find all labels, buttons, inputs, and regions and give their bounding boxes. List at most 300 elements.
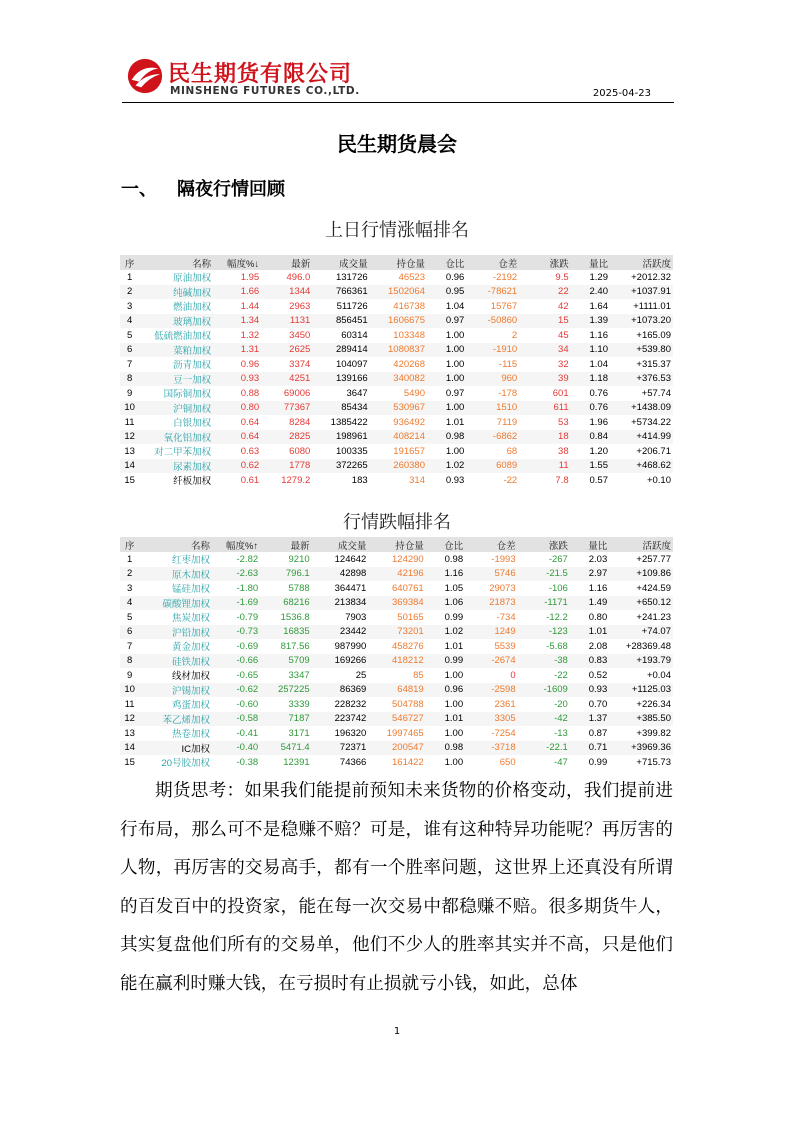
table-row [120, 343, 673, 358]
cell-volume-ratio: 0.57 [571, 473, 610, 488]
column-header-oi-ratio: 仓比 [426, 537, 465, 552]
cell-activity: +109.86 [609, 567, 673, 582]
cell-oi-diff: -22 [466, 473, 519, 488]
column-header-rank: 序 [120, 255, 139, 270]
cell-last-price: 16835 [260, 625, 312, 640]
cell-rank: 13 [120, 726, 139, 741]
cell-open-interest: 260380 [370, 459, 427, 474]
cell-name: 沥青加权 [139, 357, 213, 372]
cell-last-price: 2963 [261, 299, 312, 314]
table-row [120, 712, 673, 727]
cell-volume-ratio: 1.10 [571, 343, 610, 358]
cell-change-pct: 1.32 [213, 328, 261, 343]
cell-oi-diff: 1510 [466, 401, 519, 416]
table-row [120, 741, 673, 756]
cell-oi-diff: -734 [465, 610, 518, 625]
cell-oi-ratio: 1.00 [426, 668, 465, 683]
cell-rank: 12 [120, 430, 139, 445]
cell-volume-ratio: 1.55 [571, 459, 610, 474]
section-title: 隔夜行情回顾 [177, 179, 285, 200]
cell-last-price: 7187 [260, 712, 312, 727]
cell-volume-ratio: 0.84 [571, 430, 610, 445]
table-row [120, 314, 673, 329]
cell-rank: 10 [120, 683, 139, 698]
cell-oi-ratio: 1.01 [427, 415, 466, 430]
cell-open-interest: 42196 [368, 567, 425, 582]
cell-activity: +399.82 [609, 726, 673, 741]
cell-last-price: 496.0 [261, 270, 312, 285]
cell-change-pct: -0.41 [212, 726, 260, 741]
cell-volume-ratio: 1.64 [571, 299, 610, 314]
cell-open-interest: 458276 [368, 639, 425, 654]
cell-rank: 3 [120, 581, 139, 596]
cell-change: -13 [518, 726, 570, 741]
column-header-volume-ratio: 量比 [571, 255, 610, 270]
cell-oi-ratio: 1.02 [427, 459, 466, 474]
cell-activity: +376.53 [610, 372, 673, 387]
cell-change: -267 [518, 552, 570, 567]
company-logo [126, 55, 366, 101]
cell-open-interest: 1997465 [368, 726, 425, 741]
cell-rank: 12 [120, 712, 139, 727]
cell-change: 34 [519, 343, 570, 358]
cell-change: -42 [518, 712, 570, 727]
cell-volume-ratio: 0.52 [570, 668, 609, 683]
cell-change: -22.1 [518, 741, 570, 756]
cell-name: 硅铁加权 [139, 654, 212, 669]
cell-rank: 5 [120, 610, 139, 625]
cell-oi-ratio: 1.00 [427, 328, 466, 343]
cell-oi-diff: -2192 [466, 270, 519, 285]
cell-name: 原木加权 [139, 567, 212, 582]
cell-volume: 213834 [312, 596, 369, 611]
cell-oi-diff: 21873 [465, 596, 518, 611]
cell-oi-diff: -3718 [465, 741, 518, 756]
cell-open-interest: 340082 [370, 372, 427, 387]
cell-name: 原油加权 [139, 270, 213, 285]
cell-volume: 42898 [312, 567, 369, 582]
cell-activity: +165.09 [610, 328, 673, 343]
cell-change-pct: -0.69 [212, 639, 260, 654]
column-header-oi-diff: 仓差 [465, 537, 518, 552]
cell-name: 低硫燃油加权 [139, 328, 213, 343]
cell-oi-ratio: 0.97 [427, 314, 466, 329]
table-row [120, 755, 673, 770]
cell-oi-ratio: 1.02 [426, 625, 465, 640]
cell-volume-ratio: 1.37 [570, 712, 609, 727]
cell-name: 国际铜加权 [139, 386, 213, 401]
table-row [120, 639, 673, 654]
cell-change-pct: 0.64 [213, 430, 261, 445]
cell-volume-ratio: 0.93 [570, 683, 609, 698]
cell-volume-ratio: 0.71 [570, 741, 609, 756]
cell-oi-diff: -78621 [466, 285, 519, 300]
cell-activity: +0.10 [610, 473, 673, 488]
cell-volume-ratio: 1.29 [571, 270, 610, 285]
cell-last-price: 9210 [260, 552, 312, 567]
cell-volume-ratio: 2.03 [570, 552, 609, 567]
column-header-volume: 成交量 [312, 255, 369, 270]
table-row [120, 567, 673, 582]
cell-last-price: 68216 [260, 596, 312, 611]
cell-name: 菜粕加权 [139, 343, 213, 358]
cell-rank: 1 [120, 552, 139, 567]
cell-oi-ratio: 0.96 [427, 270, 466, 285]
cell-oi-ratio: 0.99 [426, 610, 465, 625]
cell-oi-ratio: 1.04 [427, 299, 466, 314]
cell-name: 碳酸锂加权 [139, 596, 212, 611]
column-header-open-interest: 持仓量 [370, 255, 427, 270]
cell-change-pct: -0.66 [212, 654, 260, 669]
column-header-oi-diff: 仓差 [466, 255, 519, 270]
cell-open-interest: 1080837 [370, 343, 427, 358]
cell-last-price: 1344 [261, 285, 312, 300]
cell-oi-ratio: 1.06 [426, 596, 465, 611]
cell-activity: +3969.36 [609, 741, 673, 756]
cell-change: 18 [519, 430, 570, 445]
cell-volume: 183 [312, 473, 369, 488]
cell-last-price: 1279.2 [261, 473, 312, 488]
logo-company-name-cn: 民生期货有限公司 [168, 62, 353, 87]
cell-change-pct: -2.63 [212, 567, 260, 582]
cell-rank: 9 [120, 386, 139, 401]
table-row [120, 357, 673, 372]
cell-activity: +1125.03 [609, 683, 673, 698]
cell-rank: 11 [120, 697, 139, 712]
cell-rank: 3 [120, 299, 139, 314]
column-header-rank: 序 [120, 537, 139, 552]
cell-oi-diff: 2 [466, 328, 519, 343]
cell-volume-ratio: 1.16 [570, 581, 609, 596]
cell-oi-diff: 15767 [466, 299, 519, 314]
cell-volume: 198961 [312, 430, 369, 445]
cell-oi-ratio: 0.98 [426, 552, 465, 567]
cell-change: -22 [518, 668, 570, 683]
cell-last-price: 796.1 [260, 567, 312, 582]
cell-volume-ratio: 0.76 [571, 386, 610, 401]
cell-volume: 766361 [312, 285, 369, 300]
cell-last-price: 2825 [261, 430, 312, 445]
cell-oi-diff: -178 [466, 386, 519, 401]
cell-oi-ratio: 0.96 [426, 683, 465, 698]
cell-oi-ratio: 1.00 [426, 697, 465, 712]
cell-rank: 13 [120, 444, 139, 459]
cell-volume-ratio: 0.76 [571, 401, 610, 416]
section-number: 一、 [121, 179, 157, 200]
cell-oi-ratio: 0.97 [427, 386, 466, 401]
cell-change-pct: 1.95 [213, 270, 261, 285]
cell-open-interest: 64819 [368, 683, 425, 698]
column-header-change-pct: 幅度%↑ [212, 537, 260, 552]
cell-rank: 6 [120, 625, 139, 640]
cell-volume-ratio: 0.70 [570, 697, 609, 712]
cell-change-pct: 0.62 [213, 459, 261, 474]
cell-last-price: 69006 [261, 386, 312, 401]
cell-change: 53 [519, 415, 570, 430]
column-header-activity: 活跃度 [610, 255, 673, 270]
table-row [120, 581, 673, 596]
table-header-row [120, 255, 673, 270]
cell-volume-ratio: 1.01 [570, 625, 609, 640]
cell-open-interest: 191657 [370, 444, 427, 459]
cell-open-interest: 46523 [370, 270, 427, 285]
cell-volume: 74366 [312, 755, 369, 770]
cell-activity: +206.71 [610, 444, 673, 459]
cell-last-price: 5788 [260, 581, 312, 596]
table-row [120, 610, 673, 625]
cell-change-pct: -0.65 [212, 668, 260, 683]
cell-activity: +715.73 [609, 755, 673, 770]
cell-volume-ratio: 1.39 [571, 314, 610, 329]
cell-oi-diff: 5746 [465, 567, 518, 582]
cell-volume: 25 [312, 668, 369, 683]
cell-change-pct: -0.73 [212, 625, 260, 640]
table-row [120, 473, 673, 488]
column-header-change: 涨跌 [518, 537, 570, 552]
cell-rank: 11 [120, 415, 139, 430]
loss-ranking-table [120, 537, 673, 770]
cell-change: 7.8 [519, 473, 570, 488]
cell-name: 玻璃加权 [139, 314, 213, 329]
cell-oi-diff: 7119 [466, 415, 519, 430]
table-row [120, 697, 673, 712]
cell-last-price: 3374 [261, 357, 312, 372]
cell-volume: 3647 [312, 386, 369, 401]
cell-oi-ratio: 1.00 [427, 372, 466, 387]
cell-oi-ratio: 1.00 [426, 755, 465, 770]
table-row [120, 459, 673, 474]
cell-name: 燃油加权 [139, 299, 213, 314]
cell-open-interest: 640761 [368, 581, 425, 596]
cell-change-pct: -0.62 [212, 683, 260, 698]
cell-volume-ratio: 0.83 [570, 654, 609, 669]
cell-change-pct: 0.64 [213, 415, 261, 430]
header-date: 2025-04-23 [592, 88, 651, 99]
cell-rank: 6 [120, 343, 139, 358]
cell-open-interest: 85 [368, 668, 425, 683]
cell-volume-ratio: 2.08 [570, 639, 609, 654]
cell-activity: +1438.09 [610, 401, 673, 416]
cell-oi-ratio: 1.00 [427, 357, 466, 372]
cell-open-interest: 161422 [368, 755, 425, 770]
cell-name: 沪锡加权 [139, 683, 212, 698]
table-row [120, 596, 673, 611]
cell-rank: 15 [120, 755, 139, 770]
cell-oi-ratio: 0.93 [427, 473, 466, 488]
cell-volume-ratio: 1.16 [571, 328, 610, 343]
cell-change-pct: 0.63 [213, 444, 261, 459]
cell-activity: +241.23 [609, 610, 673, 625]
cell-volume: 104097 [312, 357, 369, 372]
cell-name: 纤板加权 [139, 473, 213, 488]
cell-open-interest: 73201 [368, 625, 425, 640]
cell-rank: 8 [120, 654, 139, 669]
cell-open-interest: 546727 [368, 712, 425, 727]
cell-volume: 223742 [312, 712, 369, 727]
column-header-open-interest: 持仓量 [368, 537, 425, 552]
cell-open-interest: 200547 [368, 741, 425, 756]
cell-rank: 10 [120, 401, 139, 416]
cell-oi-diff: -50860 [466, 314, 519, 329]
cell-last-price: 817.56 [260, 639, 312, 654]
cell-oi-ratio: 1.00 [427, 401, 466, 416]
column-header-change: 涨跌 [519, 255, 570, 270]
cell-rank: 7 [120, 357, 139, 372]
cell-activity: +193.79 [609, 654, 673, 669]
cell-last-price: 8284 [261, 415, 312, 430]
cell-change-pct: 0.88 [213, 386, 261, 401]
cell-volume: 85434 [312, 401, 369, 416]
column-header-volume: 成交量 [312, 537, 369, 552]
cell-change-pct: -2.82 [212, 552, 260, 567]
table-row [120, 372, 673, 387]
column-header-volume-ratio: 量比 [570, 537, 609, 552]
cell-change: -12.2 [518, 610, 570, 625]
cell-volume: 139166 [312, 372, 369, 387]
company-logo-mark-icon [126, 57, 164, 95]
cell-oi-ratio: 1.05 [426, 581, 465, 596]
cell-volume: 987990 [312, 639, 369, 654]
cell-oi-diff: 2361 [465, 697, 518, 712]
header-divider [122, 102, 674, 103]
cell-open-interest: 1502064 [370, 285, 427, 300]
cell-oi-diff: -115 [466, 357, 519, 372]
loss-table-title: 行情跌幅排名 [343, 512, 451, 533]
cell-name: 红枣加权 [139, 552, 212, 567]
table-row [120, 444, 673, 459]
cell-last-price: 257225 [260, 683, 312, 698]
cell-change: 611 [519, 401, 570, 416]
cell-volume: 60314 [312, 328, 369, 343]
cell-change-pct: -0.40 [212, 741, 260, 756]
cell-activity: +1111.01 [610, 299, 673, 314]
column-header-name: 名称 [139, 255, 213, 270]
cell-last-price: 77367 [261, 401, 312, 416]
cell-change-pct: 0.96 [213, 357, 261, 372]
table-row [120, 285, 673, 300]
cell-open-interest: 408214 [370, 430, 427, 445]
cell-oi-ratio: 1.00 [427, 444, 466, 459]
cell-change-pct: 1.66 [213, 285, 261, 300]
cell-rank: 1 [120, 270, 139, 285]
cell-oi-ratio: 0.98 [426, 741, 465, 756]
cell-name: 对二甲苯加权 [139, 444, 213, 459]
table-row [120, 430, 673, 445]
cell-volume: 364471 [312, 581, 369, 596]
cell-open-interest: 314 [370, 473, 427, 488]
column-header-last-price: 最新 [260, 537, 312, 552]
cell-oi-diff: 650 [465, 755, 518, 770]
cell-oi-ratio: 0.98 [427, 430, 466, 445]
cell-volume: 86369 [312, 683, 369, 698]
cell-volume: 289414 [312, 343, 369, 358]
table-row [120, 270, 673, 285]
cell-open-interest: 418212 [368, 654, 425, 669]
cell-open-interest: 5490 [370, 386, 427, 401]
cell-change-pct: -1.80 [212, 581, 260, 596]
table-row [120, 299, 673, 314]
cell-oi-ratio: 1.16 [426, 567, 465, 582]
cell-name: 白银加权 [139, 415, 213, 430]
cell-oi-diff: -1993 [465, 552, 518, 567]
cell-change: -38 [518, 654, 570, 669]
cell-last-price: 1778 [261, 459, 312, 474]
cell-rank: 9 [120, 668, 139, 683]
cell-change-pct: -0.58 [212, 712, 260, 727]
body-paragraph: 期货思考：如果我们能提前预知未来货物的价格变动，我们提前进行布局，那么可不是稳赚不赔？可是，谁有这种特异功能呢？再厉害的人物，再厉害的交易高手，都有一个胜率问题，这世界上还真没有所谓的百发百中的投资家，能在每一次交易中都稳赚不赔。很多期货牛人，其实复盘他们所有的交易单，他们不少人的胜率其实并不高，只是他们能在赢利时赚大钱，在亏损时有止损就亏小钱，如此，总体 [120, 781, 673, 994]
column-header-oi-ratio: 仓比 [427, 255, 466, 270]
cell-volume: 72371 [312, 741, 369, 756]
cell-change: -1171 [518, 596, 570, 611]
cell-activity: +385.50 [609, 712, 673, 727]
cell-open-interest: 369384 [368, 596, 425, 611]
column-header-activity: 活跃度 [609, 537, 673, 552]
cell-volume: 131726 [312, 270, 369, 285]
cell-name: 沪铅加权 [139, 625, 212, 640]
table-row [120, 654, 673, 669]
cell-oi-diff: 6089 [466, 459, 519, 474]
cell-last-price: 1131 [261, 314, 312, 329]
cell-oi-diff: 68 [466, 444, 519, 459]
cell-activity: +57.74 [610, 386, 673, 401]
cell-last-price: 1536.8 [260, 610, 312, 625]
cell-open-interest: 50165 [368, 610, 425, 625]
cell-volume-ratio: 1.18 [571, 372, 610, 387]
cell-activity: +0.04 [609, 668, 673, 683]
cell-change: 22 [519, 285, 570, 300]
cell-oi-diff: 1249 [465, 625, 518, 640]
cell-rank: 15 [120, 473, 139, 488]
cell-volume: 372265 [312, 459, 369, 474]
cell-rank: 14 [120, 741, 139, 756]
cell-change: 38 [519, 444, 570, 459]
cell-last-price: 12391 [260, 755, 312, 770]
cell-open-interest: 420268 [370, 357, 427, 372]
cell-volume-ratio: 0.99 [570, 755, 609, 770]
cell-activity: +226.34 [609, 697, 673, 712]
table-row [120, 328, 673, 343]
column-header-name: 名称 [139, 537, 212, 552]
cell-name: 线材加权 [139, 668, 212, 683]
cell-activity: +539.80 [610, 343, 673, 358]
cell-oi-diff: -2598 [465, 683, 518, 698]
cell-open-interest: 103348 [370, 328, 427, 343]
cell-rank: 7 [120, 639, 139, 654]
cell-activity: +74.07 [609, 625, 673, 640]
table-row [120, 386, 673, 401]
cell-last-price: 6080 [261, 444, 312, 459]
cell-volume: 856451 [312, 314, 369, 329]
table-row [120, 726, 673, 741]
logo-company-name-en: MINSHENG FUTURES CO.,LTD. [170, 85, 360, 97]
cell-change-pct: 0.80 [213, 401, 261, 416]
cell-volume-ratio: 1.96 [571, 415, 610, 430]
cell-oi-diff: -6862 [466, 430, 519, 445]
cell-rank: 2 [120, 285, 139, 300]
cell-name: 豆一加权 [139, 372, 213, 387]
cell-rank: 14 [120, 459, 139, 474]
cell-rank: 2 [120, 567, 139, 582]
cell-change-pct: 1.34 [213, 314, 261, 329]
cell-name: 鸡蛋加权 [139, 697, 212, 712]
cell-rank: 4 [120, 596, 139, 611]
cell-volume-ratio: 0.80 [570, 610, 609, 625]
cell-change-pct: 0.61 [213, 473, 261, 488]
table-row [120, 668, 673, 683]
cell-name: 氧化铝加权 [139, 430, 213, 445]
table-row [120, 415, 673, 430]
cell-change: 39 [519, 372, 570, 387]
